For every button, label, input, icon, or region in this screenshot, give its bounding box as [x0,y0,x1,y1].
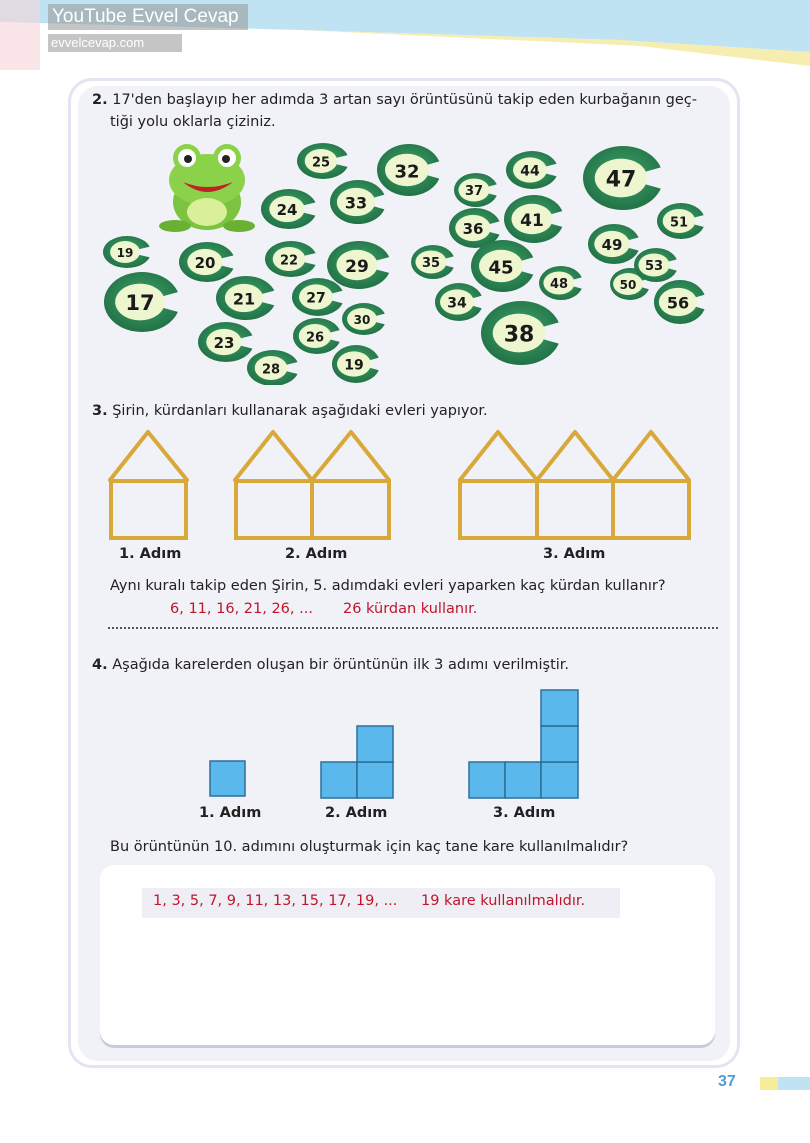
step1-square [210,761,245,796]
lily-pad-number: 35 [421,256,441,272]
lily-pad-number: 22 [279,253,299,269]
lily-pad-number: 37 [464,184,484,200]
lily-pad-number: 24 [276,200,298,219]
step3-square [541,726,578,762]
lily-pad [506,151,558,189]
step2-square [357,762,393,798]
lily-pad-number: 30 [353,312,371,327]
lily-pad-number: 17 [125,291,155,316]
house-step-2 [235,432,389,538]
lily-pad-number: 51 [669,215,689,231]
step3-square [505,762,541,798]
lily-pad-area [95,140,715,385]
lily-pad [539,266,583,300]
step3-square [541,690,578,726]
lily-pad [654,280,706,324]
watermark-title: YouTube Evvel Cevap [48,4,248,30]
lily-pad [504,195,564,243]
q3-step1-label: 1. Adım [119,546,182,562]
lily-pad [588,224,640,264]
q3-step2-label: 2. Adım [285,546,348,562]
q4-step1-label: 1. Adım [199,805,262,821]
house-step-3 [460,432,689,538]
lily-pad-number: 36 [462,219,484,238]
lily-pad-number: 25 [311,155,331,171]
lily-pad-number: 32 [394,161,420,183]
q3-question: Aynı kuralı takip eden Şirin, 5. adımdaki evleri yaparken kaç kürdan kullanır? [110,578,666,594]
q2-line1 [92,92,697,108]
lily-pad [261,189,317,229]
lily-pad [179,242,235,282]
lily-pad-number: 45 [488,257,514,279]
lily-pad [198,322,254,362]
lily-pad-number: 19 [116,245,134,260]
square-pattern [200,680,590,805]
q4-answer: 19 kare kullanılmalıdır. [421,893,586,909]
page-bar-blue [778,1077,810,1090]
lily-pad-number: 50 [619,277,637,292]
lily-pad [583,146,663,210]
lily-pad [330,180,386,224]
lily-pad [327,241,391,289]
lily-pad-number: 26 [305,330,325,346]
step2-square [321,762,357,798]
lily-pad [293,318,341,354]
q3-answer: 26 kürdan kullanır. [343,601,478,617]
q3-number: 3. [92,403,108,419]
page-bar-yellow [760,1077,778,1090]
lily-pad [454,173,498,207]
house-step-1 [110,432,187,538]
lily-pad-number: 49 [601,235,623,254]
lily-pad-number: 20 [194,253,216,272]
lily-pad-number: 29 [345,256,369,277]
lily-pad-number: 19 [344,357,364,374]
lily-pad [634,248,678,282]
step3-square [541,762,578,798]
lily-pad-number: 47 [605,167,637,193]
q4-step2-label: 2. Adım [325,805,388,821]
lily-pad [104,272,180,332]
lily-pad-number: 48 [549,277,569,293]
lily-pad-number: 33 [344,193,368,213]
step2-square [357,726,393,762]
q2-line2: tiği yolu oklarla çiziniz. [110,114,276,130]
q4-heading [92,657,569,673]
lily-pad-number: 53 [644,259,664,275]
lily-pad [377,144,441,196]
lily-pad [471,240,535,292]
step3-square [469,762,505,798]
lily-pad [342,303,386,335]
lily-pad [292,278,344,316]
lily-pad-number: 44 [520,163,540,180]
q3-text: Şirin, kürdanları kullanarak aşağıdaki evleri yapıyor. [112,403,488,419]
lily-pad [411,245,455,279]
q3-step3-label: 3. Adım [543,546,606,562]
lily-pad [481,301,561,365]
q3-heading [92,403,488,419]
watermark-url: evvelcevap.com [48,34,182,52]
lily-pad [265,241,317,277]
lily-pad-number: 27 [306,290,326,307]
lily-pad [435,283,483,321]
lily-pad-number: 28 [261,362,281,378]
lily-pad-number: 56 [666,293,690,313]
lily-pad-number: 34 [447,295,467,312]
lily-pad [297,143,349,179]
lily-pad-number: 21 [232,289,256,309]
lily-pad-number: 23 [213,333,235,352]
q3-answer-line [108,627,718,629]
lily-pad-number: 38 [503,322,535,348]
lily-pad [332,345,380,383]
q3-sequence-answer: 6, 11, 16, 21, 26, ... [170,601,313,617]
lily-pad-number: 41 [520,210,544,231]
q4-number: 4. [92,657,108,673]
q4-question: Bu örüntünün 10. adımını oluşturmak için kaç tane kare kullanılmalıdır? [110,839,629,855]
lily-pad [247,350,299,385]
q4-sequence-answer: 1, 3, 5, 7, 9, 11, 13, 15, 17, 19, ... [153,893,398,909]
page-number: 37 [718,1073,736,1090]
q2-number: 2. [92,92,108,108]
lily-pad [103,236,151,268]
toothpick-houses [100,425,720,545]
q4-step3-label: 3. Adım [493,805,556,821]
q4-text: Aşağıda karelerden oluşan bir örüntünün ilk 3 adımı verilmiştir. [112,657,570,673]
lily-pad [216,276,276,320]
lily-pad [657,203,705,239]
q2-text: 17'den başlayıp her adımda 3 artan sayı örüntüsünü takip eden kurbağanın geç- [112,92,697,108]
